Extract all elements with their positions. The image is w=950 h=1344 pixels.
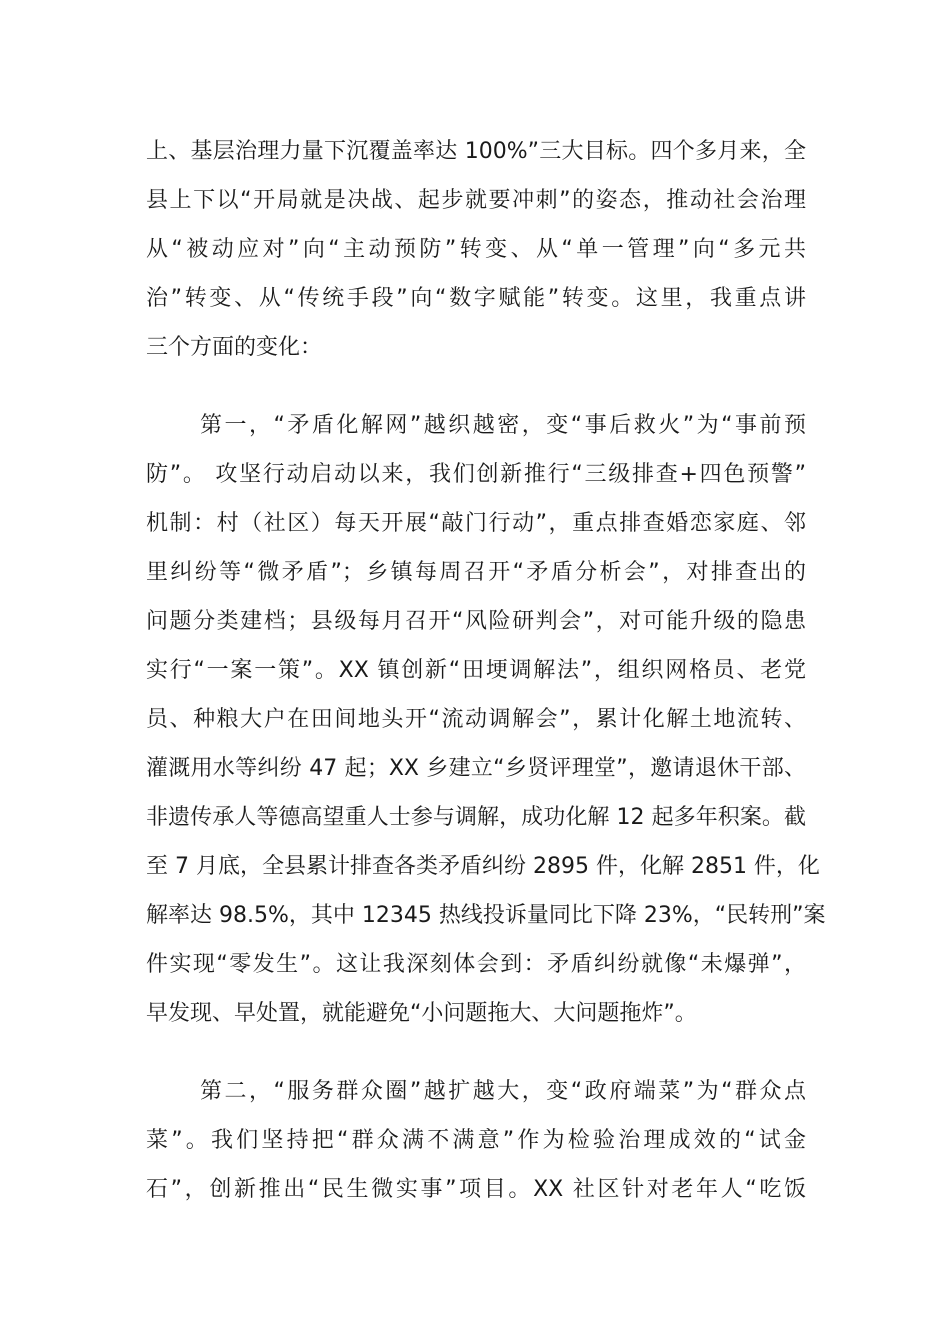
text-line: 治”转变、从“传统手段”向“数字赋能”转变。这里，我重点讲 — [146, 286, 806, 311]
text-line: 第二，“服务群众圈”越扩越大，变“政府端菜”为“群众点 — [200, 1079, 806, 1104]
text-line: 县上下以“开局就是决战、起步就要冲刺”的姿态，推动社会治理 — [146, 188, 806, 213]
text-line: 里纠纷等“微矛盾”；乡镇每周召开“矛盾分析会”，对排查出的 — [146, 560, 806, 585]
text-line: 上、基层治理力量下沉覆盖率达 100%”三大目标。四个多月来，全 — [146, 139, 806, 164]
text-line: 第一，“矛盾化解网”越织越密，变“事后救火”为“事前预 — [200, 413, 806, 438]
text-line: 菜”。我们坚持把“群众满不满意”作为检验治理成效的“试金 — [146, 1128, 806, 1153]
text-line: 至 7 月底，全县累计排查各类矛盾纠纷 2895 件，化解 2851 件，化 — [146, 854, 820, 879]
text-line: 石”，创新推出“民生微实事”项目。XX 社区针对老年人“吃饭 — [146, 1177, 806, 1202]
text-line: 件实现“零发生”。这让我深刻体会到：矛盾纠纷就像“未爆弹”， — [146, 952, 806, 977]
text-line: 解率达 98.5%，其中 12345 热线投诉量同比下降 23%，“民转刑”案 — [146, 903, 826, 928]
text-line: 机制：村（社区）每天开展“敲门行动”，重点排查婚恋家庭、邻 — [146, 511, 806, 536]
text-line: 员、种粮大户在田间地头开“流动调解会”，累计化解土地流转、 — [146, 707, 806, 732]
text-line: 早发现、早处置，就能避免“小问题拖大、大问题拖炸”。 — [146, 1001, 697, 1026]
text-line: 灌溉用水等纠纷 47 起；XX 乡建立“乡贤评理堂”，邀请退休干部、 — [146, 756, 806, 781]
text-line: 三个方面的变化： — [146, 335, 323, 360]
text-line: 从“被动应对”向“主动预防”转变、从“单一管理”向“多元共 — [146, 237, 806, 262]
text-line: 防”。 攻坚行动启动以来，我们创新推行“三级排查+四色预警” — [146, 462, 806, 487]
text-line: 非遗传承人等德高望重人士参与调解，成功化解 12 起多年积案。截 — [146, 805, 806, 830]
text-line: 实行“一案一策”。XX 镇创新“田埂调解法”，组织网格员、老党 — [146, 658, 806, 683]
text-line: 问题分类建档；县级每月召开“风险研判会”，对可能升级的隐患 — [146, 609, 806, 634]
